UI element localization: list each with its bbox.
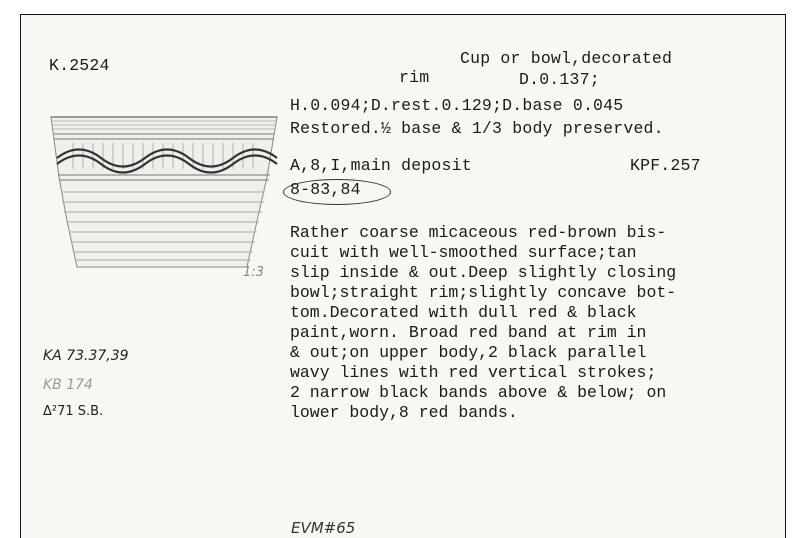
description-line: Rather coarse micaceous red-brown bis- xyxy=(290,223,667,242)
bowl-drawing xyxy=(43,103,283,273)
description-line: paint,worn. Broad red band at rim in xyxy=(290,323,647,342)
description-line: lower body,8 red bands. xyxy=(290,403,518,422)
handwritten-kb-note: KB 174 xyxy=(43,377,93,393)
description-line: tom.Decorated with dull red & black xyxy=(290,303,637,322)
kpf-number: KPF.257 xyxy=(630,156,701,175)
description-line: cuit with well-smoothed surface;tan xyxy=(290,243,637,262)
preservation: Restored.½ base & 1/3 body preserved. xyxy=(290,119,664,138)
description-line: bowl;straight rim;slightly concave bot- xyxy=(290,283,677,302)
bottom-note: EVM#65 xyxy=(291,519,356,537)
object-title: Cup or bowl,decorated xyxy=(460,49,673,68)
context-reference: 8-83,84 xyxy=(290,180,361,199)
handwritten-delta-note: Δ²71 S.B. xyxy=(43,404,104,419)
catalog-number: K.2524 xyxy=(49,56,110,75)
catalog-card xyxy=(20,14,786,538)
description-line: wavy lines with red vertical strokes; xyxy=(290,363,657,382)
description-line: & out;on upper body,2 black parallel xyxy=(290,343,647,362)
rim-diameter: D.0.137; xyxy=(519,70,600,89)
scale-note: 1:3 xyxy=(243,265,264,280)
find-context: A,8,I,main deposit xyxy=(290,156,472,175)
description xyxy=(290,223,676,423)
description-line: 2 narrow black bands above & below; on xyxy=(290,383,667,402)
handwritten-ka-note: KA 73.37,39 xyxy=(43,348,129,364)
dimensions: H.0.094;D.rest.0.129;D.base 0.045 xyxy=(290,96,624,115)
description-line: slip inside & out.Deep slightly closing xyxy=(290,263,677,282)
object-title-rim: rim xyxy=(399,68,430,87)
